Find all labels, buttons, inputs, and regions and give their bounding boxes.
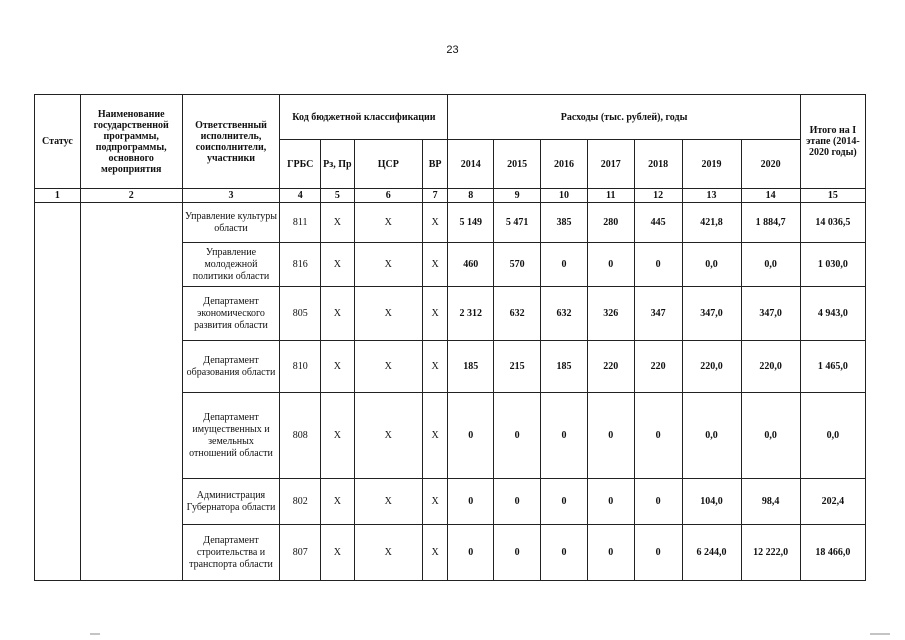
header-vr: ВР [422, 140, 448, 189]
expense-value-cell: 2 312 [448, 287, 494, 341]
grbs-cell: 808 [280, 393, 321, 479]
expense-value-cell: 6 244,0 [682, 525, 741, 581]
header-responsible: Ответственный исполнитель, соисполнители, участники [182, 95, 280, 189]
column-number: 14 [741, 189, 800, 203]
header-name: Наименование государственной программы, подпрограммы, основного мероприятия [80, 95, 182, 189]
grbs-cell: 811 [280, 203, 321, 243]
expense-value-cell: 220 [634, 341, 682, 393]
page-number: 23 [446, 44, 459, 56]
rzpr-cell: X [321, 525, 355, 581]
org-cell: Департамент строительства и транспорта области [182, 525, 280, 581]
expense-value-cell: 0 [541, 243, 588, 287]
expense-value-cell: 0 [634, 243, 682, 287]
header-year: 2018 [634, 140, 682, 189]
csr-cell: X [354, 525, 422, 581]
column-number: 1 [35, 189, 81, 203]
expense-value-cell: 0 [587, 479, 634, 525]
expense-value-cell: 421,8 [682, 203, 741, 243]
header-year: 2015 [494, 140, 541, 189]
expense-value-cell: 215 [494, 341, 541, 393]
grbs-cell: 810 [280, 341, 321, 393]
expense-value-cell: 0 [494, 393, 541, 479]
expense-value-cell: 0 [541, 479, 588, 525]
vr-cell: X [422, 287, 448, 341]
grbs-cell: 802 [280, 479, 321, 525]
expense-value-cell: 0,0 [682, 393, 741, 479]
expense-value-cell: 0 [448, 525, 494, 581]
column-number: 10 [541, 189, 588, 203]
expense-value-cell: 0 [541, 525, 588, 581]
expense-value-cell: 5 471 [494, 203, 541, 243]
expense-value-cell: 185 [541, 341, 588, 393]
expense-value-cell: 98,4 [741, 479, 800, 525]
total-cell: 18 466,0 [800, 525, 865, 581]
expense-value-cell: 0 [634, 525, 682, 581]
org-cell: Управление культуры области [182, 203, 280, 243]
expense-value-cell: 347 [634, 287, 682, 341]
grbs-cell: 807 [280, 525, 321, 581]
expense-value-cell: 0,0 [741, 243, 800, 287]
header-expenses: Расходы (тыс. рублей), годы [448, 95, 800, 140]
column-number: 12 [634, 189, 682, 203]
vr-cell: X [422, 243, 448, 287]
expense-value-cell: 0 [587, 525, 634, 581]
column-number: 4 [280, 189, 321, 203]
expense-value-cell: 460 [448, 243, 494, 287]
column-number: 2 [80, 189, 182, 203]
total-cell: 4 943,0 [800, 287, 865, 341]
vr-cell: X [422, 479, 448, 525]
column-number: 15 [800, 189, 865, 203]
column-number: 9 [494, 189, 541, 203]
column-number: 13 [682, 189, 741, 203]
csr-cell: X [354, 393, 422, 479]
vr-cell: X [422, 341, 448, 393]
expense-value-cell: 632 [541, 287, 588, 341]
header-budget-code: Код бюджетной классификации [280, 95, 448, 140]
column-number: 11 [587, 189, 634, 203]
expense-value-cell: 0 [634, 479, 682, 525]
rzpr-cell: X [321, 203, 355, 243]
budget-table [34, 94, 866, 581]
csr-cell: X [354, 479, 422, 525]
total-cell: 1 465,0 [800, 341, 865, 393]
page-edge-marks [90, 632, 890, 636]
rzpr-cell: X [321, 393, 355, 479]
csr-cell: X [354, 341, 422, 393]
expense-value-cell: 185 [448, 341, 494, 393]
rzpr-cell: X [321, 287, 355, 341]
total-cell: 1 030,0 [800, 243, 865, 287]
column-number: 6 [354, 189, 422, 203]
vr-cell: X [422, 525, 448, 581]
expense-value-cell: 0 [448, 479, 494, 525]
org-cell: Департамент имущественных и земельных отношений области [182, 393, 280, 479]
org-cell: Администрация Губернатора области [182, 479, 280, 525]
header-year: 2016 [541, 140, 588, 189]
header-status: Статус [35, 95, 81, 189]
column-number: 3 [182, 189, 280, 203]
org-cell: Департамент экономического развития области [182, 287, 280, 341]
vr-cell: X [422, 203, 448, 243]
org-cell: Управление молодежной политики области [182, 243, 280, 287]
header-year: 2019 [682, 140, 741, 189]
expense-value-cell: 0 [634, 393, 682, 479]
csr-cell: X [354, 287, 422, 341]
column-number: 8 [448, 189, 494, 203]
total-cell: 14 036,5 [800, 203, 865, 243]
column-number: 7 [422, 189, 448, 203]
expense-value-cell: 0 [587, 243, 634, 287]
expense-value-cell: 0 [587, 393, 634, 479]
table-body [35, 203, 866, 581]
header-csr: ЦСР [354, 140, 422, 189]
header-year: 2014 [448, 140, 494, 189]
column-number-row [35, 189, 866, 203]
expense-value-cell: 0 [494, 479, 541, 525]
csr-cell: X [354, 243, 422, 287]
expense-value-cell: 347,0 [682, 287, 741, 341]
expense-value-cell: 280 [587, 203, 634, 243]
expense-value-cell: 104,0 [682, 479, 741, 525]
expense-value-cell: 0 [448, 393, 494, 479]
total-cell: 202,4 [800, 479, 865, 525]
grbs-cell: 805 [280, 287, 321, 341]
expense-value-cell: 220,0 [741, 341, 800, 393]
expense-value-cell: 12 222,0 [741, 525, 800, 581]
expense-value-cell: 445 [634, 203, 682, 243]
expense-value-cell: 347,0 [741, 287, 800, 341]
rzpr-cell: X [321, 479, 355, 525]
expense-value-cell: 5 149 [448, 203, 494, 243]
header-year: 2017 [587, 140, 634, 189]
table-row [35, 203, 866, 243]
vr-cell: X [422, 393, 448, 479]
expense-value-cell: 326 [587, 287, 634, 341]
program-name-cell [80, 203, 182, 581]
expense-value-cell: 570 [494, 243, 541, 287]
expense-value-cell: 0,0 [682, 243, 741, 287]
csr-cell: X [354, 203, 422, 243]
rzpr-cell: X [321, 341, 355, 393]
status-cell [35, 203, 81, 581]
header-grbs: ГРБС [280, 140, 321, 189]
expense-value-cell: 0 [494, 525, 541, 581]
column-number: 5 [321, 189, 355, 203]
expense-value-cell: 385 [541, 203, 588, 243]
expense-value-cell: 0,0 [741, 393, 800, 479]
expense-value-cell: 632 [494, 287, 541, 341]
header-total: Итого на I этапе (2014-2020 годы) [800, 95, 865, 189]
grbs-cell: 816 [280, 243, 321, 287]
expense-value-cell: 220 [587, 341, 634, 393]
rzpr-cell: X [321, 243, 355, 287]
expense-value-cell: 1 884,7 [741, 203, 800, 243]
org-cell: Департамент образования области [182, 341, 280, 393]
expense-value-cell: 220,0 [682, 341, 741, 393]
header-year: 2020 [741, 140, 800, 189]
header-rzpr: Рз, Пр [321, 140, 355, 189]
total-cell: 0,0 [800, 393, 865, 479]
expense-value-cell: 0 [541, 393, 588, 479]
